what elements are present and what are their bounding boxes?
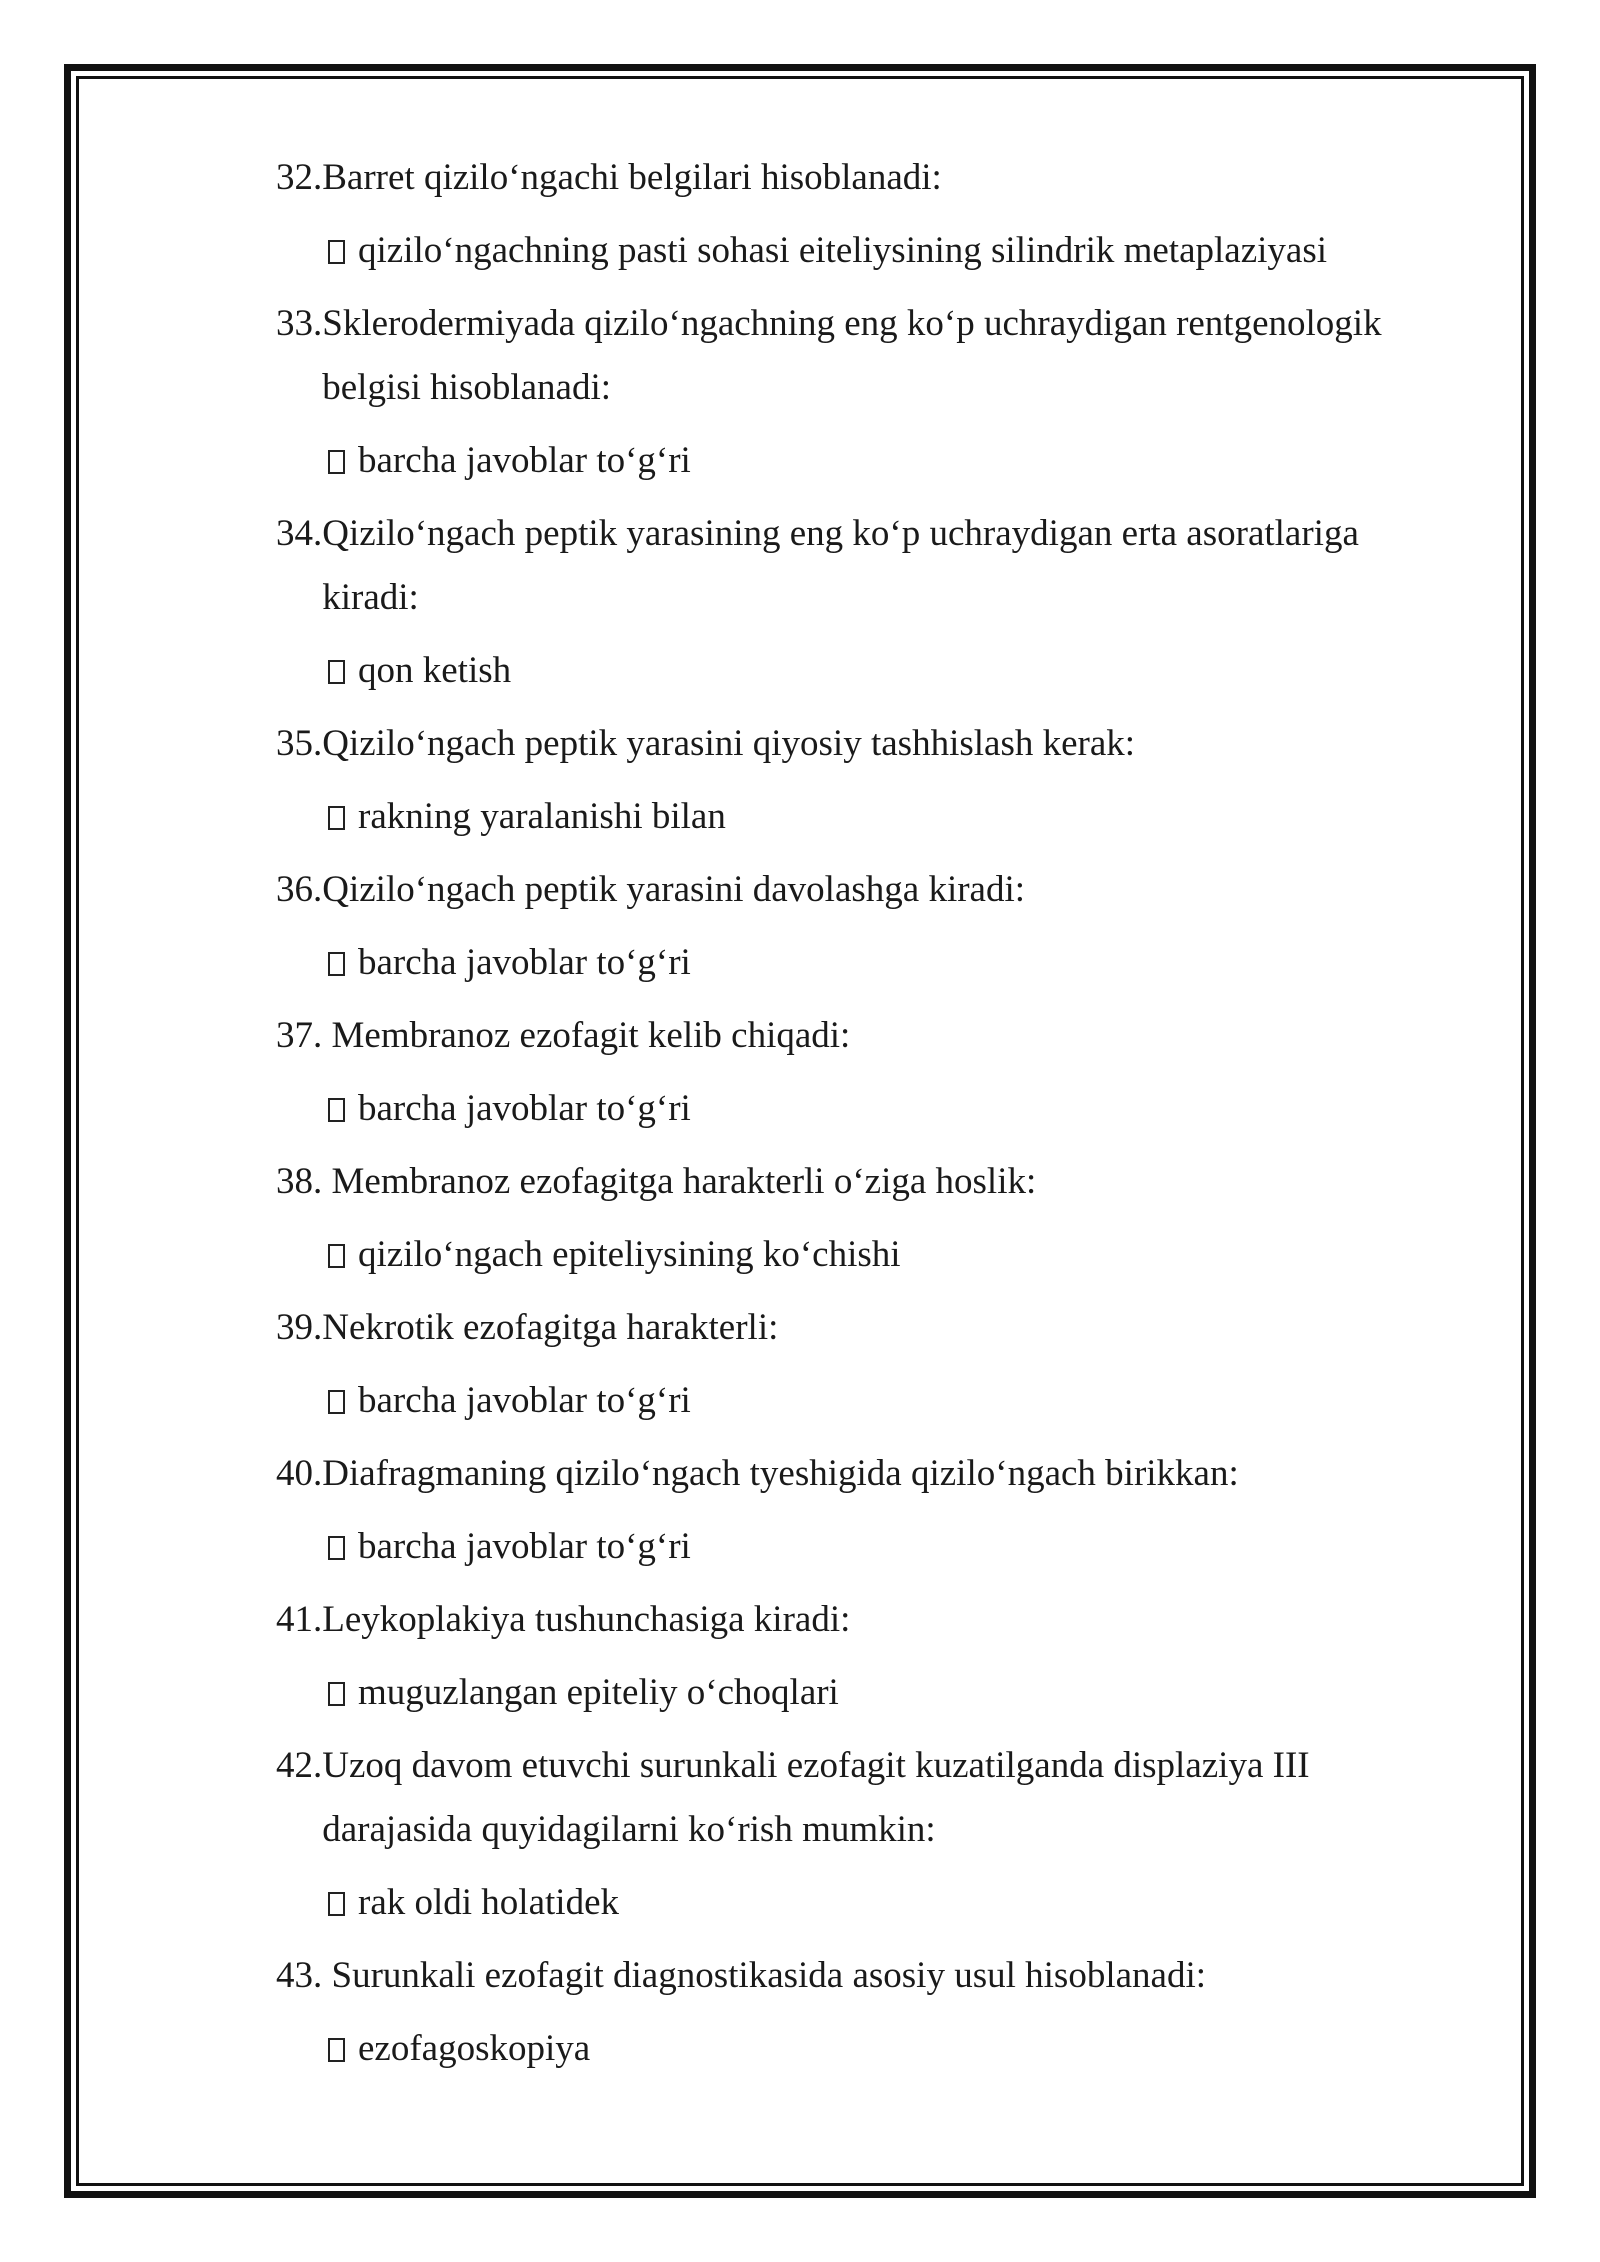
answer-text: rakning yaralanishi bilan <box>358 796 726 837</box>
question-text: Sklerodermiyada qizilo‘ngachning eng ko‘p uchraydigan rentgenologik belgisi hisoblanadi: <box>322 303 1382 408</box>
question-item <box>276 712 1426 849</box>
question-text: Qizilo‘ngach peptik yarasini qiyosiy tashhislash kerak: <box>322 723 1136 764</box>
question <box>276 1004 1426 1068</box>
question-text: Qizilo‘ngach peptik yarasining eng ko‘p uchraydigan erta asoratlariga kiradi: <box>322 513 1359 618</box>
question-number: 39. <box>276 1307 323 1348</box>
question <box>276 292 1426 420</box>
question-text: Uzoq davom etuvchi surunkali ezofagit kuzatilganda displaziya III darajasida quyidagilarni ko‘rish mumkin: <box>322 1745 1310 1850</box>
question-number: 33. <box>276 303 323 344</box>
checkbox-icon <box>328 1682 345 1706</box>
question <box>276 146 1426 210</box>
answer <box>328 429 1426 493</box>
question-number: 42. <box>276 1745 323 1786</box>
question <box>276 1944 1426 2008</box>
question-item <box>276 1296 1426 1433</box>
answer-text: barcha javoblar to‘g‘ri <box>358 942 691 983</box>
question <box>276 858 1426 922</box>
question-text: Leykoplakiya tushunchasiga kiradi: <box>322 1599 851 1640</box>
answer-text: barcha javoblar to‘g‘ri <box>358 1380 691 1421</box>
question-number: 41. <box>276 1599 323 1640</box>
answer-text: qizilo‘ngachning pasti sohasi eiteliysining silindrik metaplaziyasi <box>358 230 1328 271</box>
question-item <box>276 1442 1426 1579</box>
question-item <box>276 146 1426 283</box>
question-number: 38. <box>276 1161 332 1202</box>
answer-text: rak oldi holatidek <box>358 1882 619 1923</box>
checkbox-icon <box>328 1892 345 1916</box>
answer-text: barcha javoblar to‘g‘ri <box>358 1526 691 1567</box>
question-text: Diafragmaning qizilo‘ngach tyeshigida qizilo‘ngach birikkan: <box>322 1453 1239 1494</box>
answer <box>328 785 1426 849</box>
question-text: Qizilo‘ngach peptik yarasini davolashga kiradi: <box>322 869 1026 910</box>
question <box>276 1734 1426 1862</box>
checkbox-icon <box>328 1390 345 1414</box>
answer <box>328 1515 1426 1579</box>
question-number: 34. <box>276 513 323 554</box>
question <box>276 1442 1426 1506</box>
question-item <box>276 858 1426 995</box>
checkbox-icon <box>328 806 345 830</box>
question-item <box>276 292 1426 493</box>
question-number: 32. <box>276 157 323 198</box>
checkbox-icon <box>328 450 345 474</box>
answer <box>328 1661 1426 1725</box>
checkbox-icon <box>328 2038 345 2062</box>
checkbox-icon <box>328 1098 345 1122</box>
question-item <box>276 1588 1426 1725</box>
question-number: 35. <box>276 723 323 764</box>
question-item <box>276 502 1426 703</box>
answer-text: barcha javoblar to‘g‘ri <box>358 440 691 481</box>
answer <box>328 2017 1426 2081</box>
checkbox-icon <box>328 952 345 976</box>
checkbox-icon <box>328 1244 345 1268</box>
checkbox-icon <box>328 240 345 264</box>
answer <box>328 1223 1426 1287</box>
answer-text: qon ketish <box>358 650 512 691</box>
question-item <box>276 1734 1426 1935</box>
question-text: Surunkali ezofagit diagnostikasida asosiy usul hisoblanadi: <box>331 1955 1207 1996</box>
answer-text: qizilo‘ngach epiteliysining ko‘chishi <box>358 1234 901 1275</box>
question <box>276 502 1426 630</box>
checkbox-icon <box>328 1536 345 1560</box>
answer <box>328 931 1426 995</box>
answer-text: muguzlangan epiteliy o‘choqlari <box>358 1672 839 1713</box>
answer <box>328 639 1426 703</box>
answer-text: barcha javoblar to‘g‘ri <box>358 1088 691 1129</box>
question-number: 40. <box>276 1453 323 1494</box>
question-item <box>276 1150 1426 1287</box>
question <box>276 1150 1426 1214</box>
checkbox-icon <box>328 660 345 684</box>
question-text: Barret qizilo‘ngachi belgilari hisoblanadi: <box>322 157 942 198</box>
answer <box>328 1369 1426 1433</box>
question-item <box>276 1004 1426 1141</box>
question-text: Nekrotik ezofagitga harakterli: <box>322 1307 779 1348</box>
question-text: Membranoz ezofagit kelib chiqadi: <box>331 1015 851 1056</box>
answer <box>328 1871 1426 1935</box>
question-number: 43. <box>276 1955 332 1996</box>
question-text: Membranoz ezofagitga harakterli o‘ziga hoslik: <box>331 1161 1037 1202</box>
answer <box>328 1077 1426 1141</box>
question-number: 36. <box>276 869 323 910</box>
question-item <box>276 1944 1426 2081</box>
answer <box>328 219 1426 283</box>
answer-text: ezofagoskopiya <box>358 2028 591 2069</box>
question-number: 37. <box>276 1015 332 1056</box>
question <box>276 712 1426 776</box>
question <box>276 1588 1426 1652</box>
question <box>276 1296 1426 1360</box>
question-list <box>276 146 1426 2090</box>
